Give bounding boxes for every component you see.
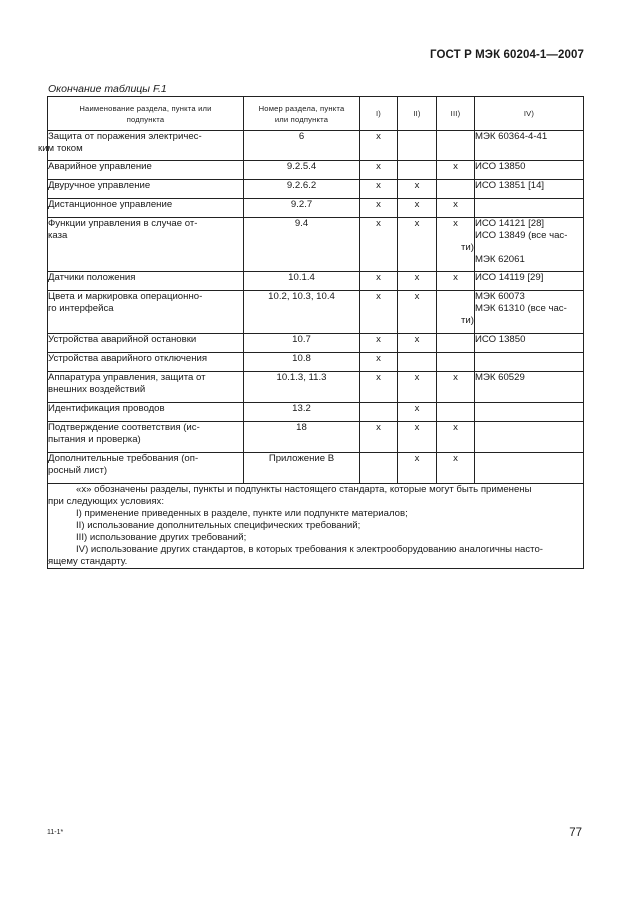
notes-item-iv-line2: ящему стандарту. [48,556,128,567]
row-name: Функции управления в случае от- каза [48,218,244,272]
row-section: 10.2, 10.3, 10.4 [244,291,360,334]
row-mark-c2 [398,353,437,372]
row-section: 10.1.3, 11.3 [244,372,360,403]
row-mark-c1: x [360,218,398,272]
page-number: 77 [569,827,582,839]
row-mark-c3 [437,180,475,199]
row-mark-c2 [398,131,437,161]
column-header-c1: I) [360,97,398,131]
table-notes [48,484,584,569]
row-standards: ИСО 13850 [475,161,584,180]
row-standards: ИСО 14121 [28] ИСО 13849 (все час- ти) МЭК 62061 [475,218,584,272]
row-section: 9.4 [244,218,360,272]
row-mark-c3 [437,403,475,422]
row-standards: ИСО 13850 [475,334,584,353]
row-name: Устройства аварийного отключения [48,353,244,372]
table-row [48,291,584,334]
row-name: Устройства аварийной остановки [48,334,244,353]
row-standards [475,199,584,218]
row-name: Аварийное управление [48,161,244,180]
table-row [48,334,584,353]
table-row [48,180,584,199]
row-name: Цвета и маркировка операционно- го интерфейса [48,291,244,334]
row-section: 10.1.4 [244,272,360,291]
row-name: Защита от поражения электричес- ким током [48,131,244,161]
row-mark-c3: x [437,453,475,484]
row-name: Дополнительные требования (оп- росный лист) [48,453,244,484]
row-section: 10.7 [244,334,360,353]
row-section: 18 [244,422,360,453]
row-name: Подтверждение соответствия (ис- пытания и проверка) [48,422,244,453]
row-standards [475,453,584,484]
row-mark-c2: x [398,218,437,272]
row-mark-c1: x [360,334,398,353]
table-header-row [48,97,584,131]
column-header-c2: II) [398,97,437,131]
row-section: 6 [244,131,360,161]
column-header-c3: III) [437,97,475,131]
row-mark-c1 [360,403,398,422]
table-row [48,199,584,218]
row-name: Дистанционное управление [48,199,244,218]
row-standards: МЭК 60364-4-41 [475,131,584,161]
notes-item-ii: II) использование дополнительных специфических требований; [76,520,361,531]
row-mark-c2: x [398,272,437,291]
row-mark-c1: x [360,131,398,161]
table-row [48,403,584,422]
row-mark-c3 [437,131,475,161]
table-row [48,372,584,403]
row-mark-c3: x [437,272,475,291]
row-section: 9.2.7 [244,199,360,218]
notes-item-iii: III) использование других требований; [76,532,247,543]
notes-item-i: I) применение приведенных в разделе, пункте или подпункте материалов; [76,508,408,519]
row-standards: МЭК 60529 [475,372,584,403]
row-standards [475,422,584,453]
row-section: 9.2.6.2 [244,180,360,199]
table-row [48,453,584,484]
row-mark-c1: x [360,291,398,334]
row-mark-c2 [398,161,437,180]
row-mark-c3: x [437,372,475,403]
table-row [48,161,584,180]
row-mark-c3: x [437,422,475,453]
table-row [48,131,584,161]
notes-item-iv-line1: IV) использование других стандартов, в которых требования к электрооборудованию аналогичны насто- [76,544,543,555]
row-mark-c1: x [360,272,398,291]
notes-intro-line1: «х» обозначены разделы, пункты и подпункты настоящего стандарта, которые могут быть применены [76,484,532,495]
row-mark-c3: x [437,161,475,180]
row-mark-c1: x [360,372,398,403]
row-standards: МЭК 60073 МЭК 61310 (все час- ти) [475,291,584,334]
row-section: 9.2.5.4 [244,161,360,180]
row-mark-c2: x [398,372,437,403]
column-header-c4: IV) [475,97,584,131]
row-mark-c3 [437,291,475,334]
column-header-name: Наименование раздела, пункта или подпункта [48,97,244,131]
row-name: Двуручное управление [48,180,244,199]
row-mark-c1: x [360,161,398,180]
row-mark-c2: x [398,453,437,484]
row-mark-c1: x [360,180,398,199]
row-mark-c3: x [437,218,475,272]
table-row [48,422,584,453]
row-mark-c3 [437,334,475,353]
row-mark-c2: x [398,180,437,199]
footer-print-mark: 11-1* [47,829,64,836]
table-caption: Окончание таблицы F.1 [48,83,167,95]
row-name: Аппаратура управления, защита от внешних воздействий [48,372,244,403]
row-section: Приложение В [244,453,360,484]
row-mark-c2: x [398,403,437,422]
row-standards [475,353,584,372]
row-section: 10.8 [244,353,360,372]
row-mark-c3: x [437,199,475,218]
row-mark-c3 [437,353,475,372]
row-mark-c2: x [398,199,437,218]
row-mark-c1: x [360,199,398,218]
row-mark-c1: x [360,353,398,372]
column-header-section: Номер раздела, пункта или подпункта [244,97,360,131]
row-mark-c2: x [398,334,437,353]
table-row [48,272,584,291]
row-section: 13.2 [244,403,360,422]
row-mark-c2: x [398,291,437,334]
row-name: Датчики положения [48,272,244,291]
row-mark-c1 [360,453,398,484]
row-mark-c1: x [360,422,398,453]
row-standards: ИСО 14119 [29] [475,272,584,291]
row-standards [475,403,584,422]
notes-intro-line2: при следующих условиях: [48,496,165,507]
standards-table [38,96,584,569]
row-standards: ИСО 13851 [14] [475,180,584,199]
table-notes-row [48,484,584,569]
row-name: Идентификация проводов [48,403,244,422]
document-code: ГОСТ Р МЭК 60204-1—2007 [430,49,584,61]
row-mark-c2: x [398,422,437,453]
table-row [48,353,584,372]
table-row [48,218,584,272]
